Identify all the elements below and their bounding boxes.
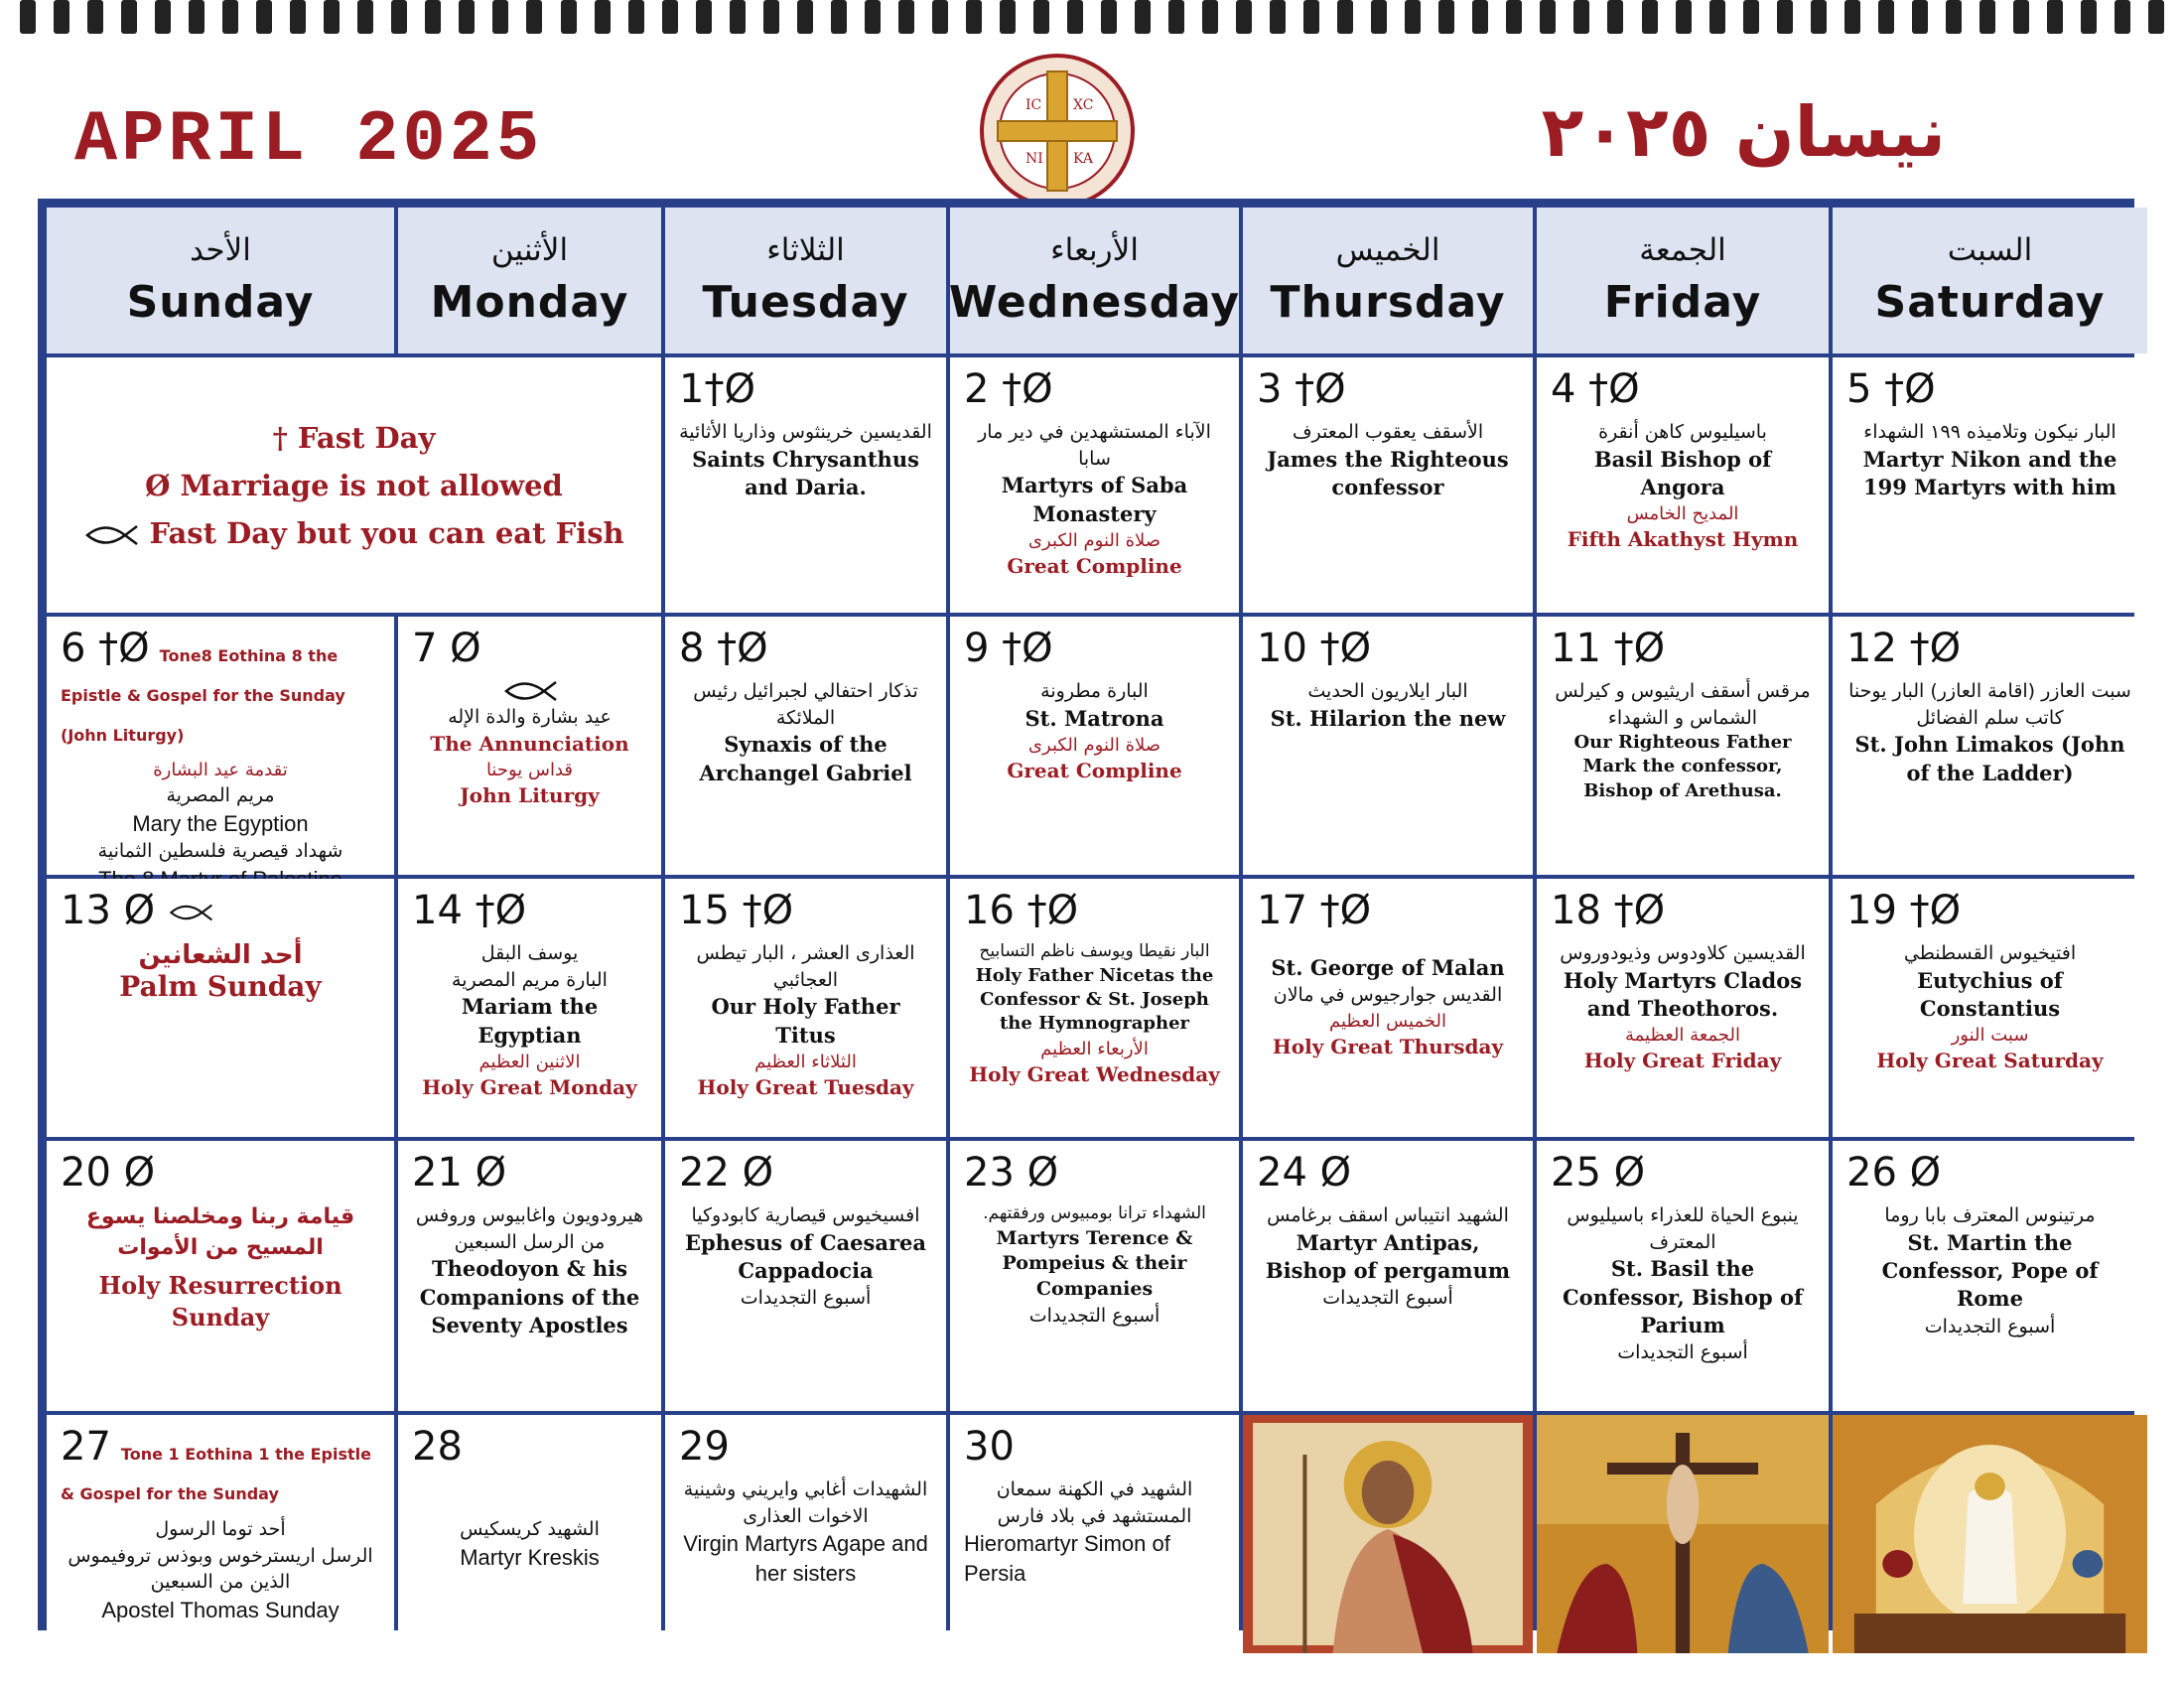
day-cell-25: 25 Ø ينبوع الحياة للعذراء باسيليوس المعترف St. Basil the Confessor, Bishop of Parium أسبوع التجديدات bbox=[1537, 1141, 1829, 1411]
icon-crucifixion-image bbox=[1537, 1415, 1829, 1653]
legend-fast: † Fast Day bbox=[272, 420, 436, 455]
day-cell-4: 4 †Ø باسيليوس كاهن أنقرة Basil Bishop of Angora المديح الخامس Fifth Akathyst Hymn bbox=[1537, 357, 1829, 613]
day-cell-5: 5 †Ø البار نيكون وتلاميذه ١٩٩ الشهداء Martyr Nikon and the 199 Martyrs with him bbox=[1833, 357, 2147, 613]
day-cell-15: 15 †Ø العذارى العشر ، البار تيطس العجائبي Our Holy Father Titus الثلاثاء العظيم Holy Great Tuesday bbox=[665, 879, 946, 1137]
svg-text:NI: NI bbox=[1025, 151, 1043, 167]
day-cell-20: 20 Ø قيامة ربنا ومخلصنا يسوع المسيح من الأموات Holy Resurrection Sunday bbox=[47, 1141, 394, 1411]
fish-icon bbox=[502, 678, 558, 704]
icon-resurrection-image bbox=[1833, 1415, 2147, 1653]
day-cell-1: 1†Ø القديسين خرينثوس وذاريا الأثائية Saints Chrysanthus and Daria. bbox=[665, 357, 946, 613]
month-title-en: APRIL 2025 bbox=[74, 99, 544, 181]
spiral-binding bbox=[20, 0, 2164, 40]
legend-fish: Fast Day but you can eat Fish bbox=[83, 516, 623, 550]
legend bbox=[47, 357, 661, 613]
day-cell-13: 13 Ø أحد الشعانين Palm Sunday bbox=[47, 879, 394, 1137]
day-cell-6: 6 †Ø Tone8 Eothina 8 the Epistle & Gospel for the Sunday (John Liturgy) تقدمة عيد البشارة مريم المصرية Mary the Egyption شهداد قيصرية فلسطين الثمانية bbox=[47, 617, 394, 875]
svg-text:XC: XC bbox=[1073, 97, 1094, 113]
header-sunday: الأحد Sunday bbox=[47, 208, 394, 353]
day-cell-21: 21 Ø هيرودويون واغابيوس وروفس من الرسل السبعين Theodoyon & his Companions of the Seventy Apostles bbox=[398, 1141, 661, 1411]
day-cell-19: 19 †Ø افتيخيوس القسطنطي Eutychius of Constantius سبت النور Holy Great Saturday bbox=[1833, 879, 2147, 1137]
day-cell-30: 30 الشهيد في الكهنة سمعان المستشهد في بلاد فارس Hieromartyr Simon of Persia bbox=[950, 1415, 1239, 1653]
header-wednesday: الأربعاء Wednesday bbox=[950, 208, 1239, 353]
patriarchate-seal-icon bbox=[978, 52, 1137, 211]
header-saturday: السبت Saturday bbox=[1833, 208, 2147, 353]
header-tuesday: الثلاثاء Tuesday bbox=[665, 208, 946, 353]
day-cell-24: 24 Ø الشهيد انتيباس اسقف برغامس Martyr Antipas, Bishop of pergamum أسبوع التجديدات bbox=[1243, 1141, 1533, 1411]
svg-text:KA: KA bbox=[1073, 151, 1094, 167]
day-cell-10: 10 †Ø البار ايلاريون الحديث St. Hilarion the new bbox=[1243, 617, 1533, 875]
calendar-grid bbox=[38, 199, 2134, 1630]
day-cell-9: 9 †Ø البارة مطرونة St. Matrona صلاة النوم الكبرى Great Compline bbox=[950, 617, 1239, 875]
day-cell-8: 8 †Ø تذكار احتفالي لجبرائيل رئيس الملائكة Synaxis of the Archangel Gabriel bbox=[665, 617, 946, 875]
month-title-ar: نيسان ٢٠٢٥ bbox=[1541, 91, 1946, 173]
header-friday: الجمعة Friday bbox=[1537, 208, 1829, 353]
fish-icon bbox=[83, 522, 139, 548]
svg-text:IC: IC bbox=[1025, 97, 1042, 113]
fish-icon bbox=[168, 902, 213, 923]
day-cell-28: 28 الشهيد كريسكيس Martyr Kreskis bbox=[398, 1415, 661, 1653]
header-monday: الأثنين Monday bbox=[398, 208, 661, 353]
day-cell-12: 12 †Ø سبت العازر (اقامة العازر) البار يوحنا كاتب سلم الفضائل St. John Limakos (John of the Ladder) bbox=[1833, 617, 2147, 875]
day-cell-3: 3 †Ø الأسقف يعقوب المعترف James the Righteous confessor bbox=[1243, 357, 1533, 613]
day-cell-16: 16 †Ø البار نقيطا ويوسف ناظم التسابيح Holy Father Nicetas the Confessor & St. Joseph the Hymnographer الأربعاء العظيم Holy Great Wednesday bbox=[950, 879, 1239, 1137]
day-cell-18: 18 †Ø القديسين كلاودوس وذيودوروس Holy Martyrs Clados and Theothoros. الجمعة العظيمة Holy Great Friday bbox=[1537, 879, 1829, 1137]
day-cell-29: 29 الشهيدات أغابي وايريني وشينية الاخوات العذارى Virgin Martyrs Agape and her sisters bbox=[665, 1415, 946, 1653]
day-cell-7: 7 Ø عيد بشارة والدة الإله The Annunciation قداس يوحنا John Liturgy bbox=[398, 617, 661, 875]
header-thursday: الخميس Thursday bbox=[1243, 208, 1533, 353]
day-cell-2: 2 †Ø الآباء المستشهدين في دير مار سابا Martyrs of Saba Monastery صلاة النوم الكبرى Great Compline bbox=[950, 357, 1239, 613]
day-cell-17: 17 †Ø St. George of Malan القديس جوارجيوس في مالان الخميس العظيم Holy Great Thursday bbox=[1243, 879, 1533, 1137]
day-cell-23: 23 Ø الشهداء ترانا بومبيوس ورفقتهم. Martyrs Terence & Pompeius & their Companies أسبوع التجديدات bbox=[950, 1141, 1239, 1411]
day-cell-14: 14 †Ø يوسف البقل البارة مريم المصرية Mariam the Egyptian الاثنين العظيم Holy Great Monday bbox=[398, 879, 661, 1137]
day-cell-27: 27 Tone 1 Eothina 1 the Epistle & Gospel for the Sunday أحد توما الرسول الرسل اريسترخوس وبوذس تروفيموس الذين من السبعين Apostel Thomas Sunday bbox=[47, 1415, 394, 1653]
day-cell-11: 11 †Ø مرقس أسقف اريثيوس و كيرلس الشماس و الشهداء Our Righteous Father Mark the confessor, Bishop of Arethusa. bbox=[1537, 617, 1829, 875]
icon-christ-bridegroom-image bbox=[1243, 1415, 1533, 1653]
day-cell-22: 22 Ø افسيخيوس قيصارية كابودوكيا Ephesus of Caesarea Cappadocia أسبوع التجديدات bbox=[665, 1141, 946, 1411]
legend-marriage: Ø Marriage is not allowed bbox=[145, 468, 563, 502]
day-cell-26: 26 Ø مرتينوس المعترف بابا روما St. Martin the Confessor, Pope of Rome أسبوع التجديدات bbox=[1833, 1141, 2147, 1411]
